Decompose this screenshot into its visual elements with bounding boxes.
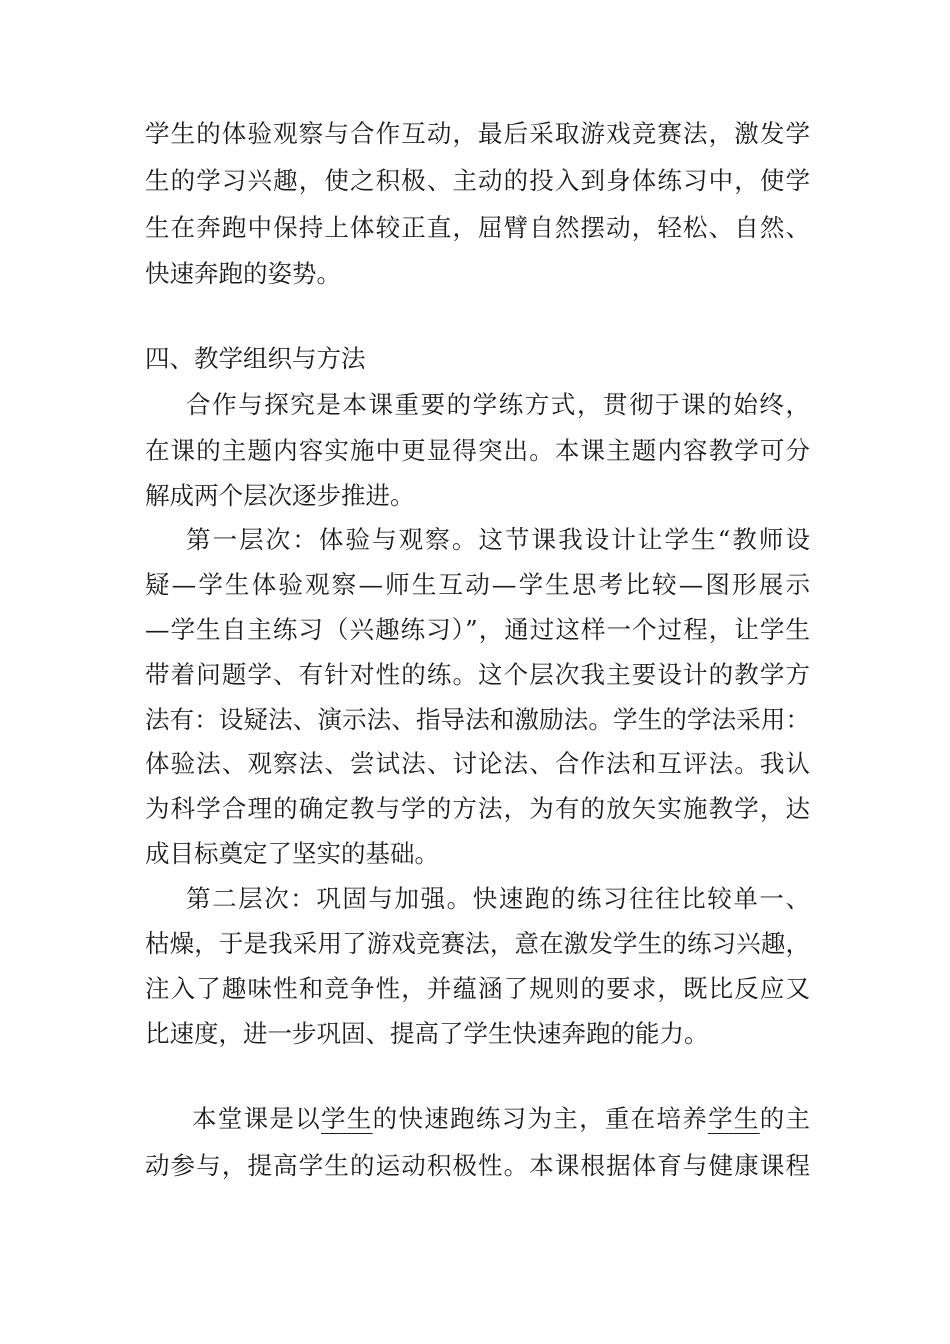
para1-line-1: 学生的体验观察与合作互动，最后采取游戏竞赛法，激发学 [145,119,810,148]
para5-line-2: 动参与，提高学生的运动积极性。本课根据体育与健康课程 [145,1151,810,1180]
para4-line-3: 注入了趣味性和竞争性，并蕴涵了规则的要求，既比反应又 [145,974,810,1003]
para5-text-1: 本堂课是以 [192,1104,322,1133]
para2-line-1: 合作与探究是本课重要的学练方式，贯彻于课的始终， [186,390,810,419]
para3-line-1: 第一层次：体验与观察。这节课我设计让学生“教师设 [186,525,810,554]
para1-line-2: 生的学习兴趣，使之积极、主动的投入到身体练习中，使学 [145,166,810,195]
para3-line-3: —学生自主练习（兴趣练习）”，通过这样一个过程，让学生 [145,615,810,644]
para2-line-2: 在课的主题内容实施中更显得突出。本课主题内容教学可分 [145,436,810,465]
para3-line-6: 体验法、观察法、尝试法、讨论法、合作法和互评法。我认 [145,749,810,778]
underlined-term: 学生 [321,1104,373,1133]
para1-line-4: 快速奔跑的姿势。 [145,259,341,288]
underlined-term: 学生 [708,1104,760,1133]
para3-line-4: 带着问题学、有针对性的练。这个层次我主要设计的教学方 [145,660,810,689]
para5-text-2: 的快速跑练习为主，重在培养 [372,1104,709,1133]
para3-line-5: 法有：设疑法、演示法、指导法和激励法。学生的学法采用： [145,705,810,734]
para4-line-2: 枯燥，于是我采用了游戏竞赛法，意在激发学生的练习兴趣， [145,929,810,958]
section-heading: 四、教学组织与方法 [145,344,366,373]
para3-line-2: 疑—学生体验观察—师生互动—学生思考比较—图形展示 [145,570,810,599]
para3-line-8: 成目标奠定了坚实的基础。 [145,839,439,868]
para4-line-1: 第二层次：巩固与加强。快速跑的练习往往比较单一、 [186,884,810,913]
para5-line-1 [192,1104,810,1134]
para4-line-4: 比速度，进一步巩固、提高了学生快速奔跑的能力。 [145,1019,709,1048]
para5-text-3: 的主 [759,1104,810,1133]
para2-line-3: 解成两个层次逐步推进。 [145,481,415,510]
para3-line-7: 为科学合理的确定教与学的方法，为有的放矢实施教学，达 [145,794,810,823]
para1-line-3: 生在奔跑中保持上体较正直，屈臂自然摆动，轻松、自然、 [145,213,810,242]
